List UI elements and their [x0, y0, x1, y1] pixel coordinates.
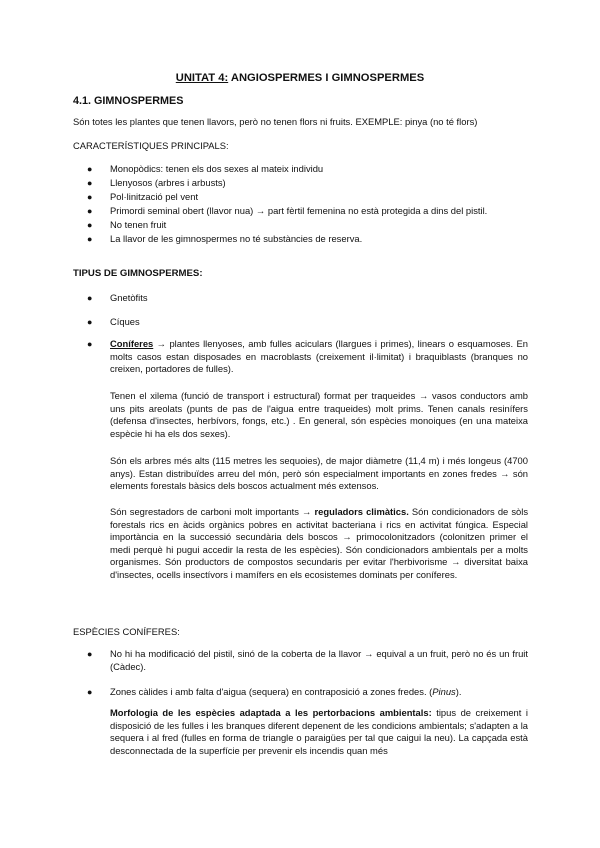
- list-item: ● Monopòdics: tenen els dos sexes al mateix individu: [87, 163, 324, 174]
- conifer-species-heading: ESPÈCIES CONÍFERES:: [73, 626, 180, 637]
- bullet-icon: ●: [87, 317, 93, 327]
- section-heading: 4.1. GIMNOSPERMES: [73, 95, 184, 107]
- bullet-icon: ●: [87, 339, 93, 349]
- bullet-icon: ●: [87, 687, 93, 697]
- list-item: ● Zones càlides i amb falta d'aigua (sequera) en contraposició a zones fredes. (Pinus).: [87, 686, 462, 697]
- bullet-icon: ●: [87, 234, 93, 244]
- intro-text: Són totes les plantes que tenen llavors, però no tenen flors ni fruits. EXEMPLE: pinya (no té flors): [73, 116, 478, 127]
- conifers-paragraph: Són segrestadors de carboni molt importants → reguladors climàtics. Són condicionadors de sòls forestals rics en àcids orgànics pobres en activitat bacteriana i rics en activitat fúngica. Especial importància en la successió secundària dels boscos → primocolonitzadors (colonitzen primer el medi perquè hi pugui accedir la resta de les espècies). Són condicionadors ambientals per a molts organismes. Són productors de compostos secundaris per evitar l'herbivorisme → diversitat baixa d'insectes, ocells insectívors i mamífers en els ecosistemes dominats per coníferes.: [110, 506, 529, 580]
- bullet-icon: ●: [87, 293, 93, 303]
- unit-label: UNITAT 4:: [175, 72, 229, 84]
- types-heading: TIPUS DE GIMNOSPERMES:: [73, 268, 203, 279]
- bullet-icon: ●: [87, 192, 93, 202]
- list-item: ● Primordi seminal obert (llavor nua) → part fèrtil femenina no està protegida a dins del pistil.: [87, 205, 488, 216]
- characteristics-heading: CARACTERÍSTIQUES PRINCIPALS:: [73, 140, 229, 151]
- bullet-icon: ●: [87, 164, 93, 174]
- list-item: ● Gnetòfits: [87, 292, 148, 303]
- conifers-term: Coníferes: [110, 338, 154, 349]
- list-item: ● Cíques: [87, 316, 140, 327]
- list-item: ● Llenyosos (arbres i arbusts): [87, 177, 226, 188]
- conifers-item: ● Coníferes → plantes llenyoses, amb fulles aciculars (llargues i primes), linears o esquamoses. En molts casos estan disposades en macroblasts (creixement il·limitat) i braquiblasts (branques no creixen, portadores de fulles).: [87, 338, 528, 375]
- morphology-paragraph: Morfologia de les espècies adaptada a les pertorbacions ambientals: tipus de creixement i disposició de les fulles i les branques diferent depenent de les condicions ambientals; s'adapten a la sequera i al fred (fulles en forma de triangle o paraigües per tal que caigui la neu). La capçada està desconnectada de la superfície per prevenir els incendis quan més: [110, 707, 528, 756]
- unit-title: ANGIOSPERMES I GIMNOSPERMES: [228, 72, 425, 84]
- page-title: [0, 72, 600, 84]
- bullet-icon: ●: [87, 206, 93, 216]
- list-item: ● No hi ha modificació del pistil, sinó de la coberta de la llavor → equival a un fruit, però no és un fruit (Càdec).: [87, 648, 528, 672]
- bullet-icon: ●: [87, 178, 93, 188]
- bullet-icon: ●: [87, 649, 93, 659]
- conifers-paragraph: Tenen el xilema (funció de transport i estructural) format per traqueides → vasos conductors amb uns pits areolats (punts de pas de l'aigua entre traqueides) molt prims. Tenen canals resinífers (defensa d'insectes, herbívors, fongs, etc.) . En general, són espècies monoiques (en una mateixa espècie hi ha els dos sexes).: [110, 390, 528, 439]
- list-item: ● No tenen fruit: [87, 219, 167, 230]
- list-item: ● La llavor de les gimnospermes no té substàncies de reserva.: [87, 233, 363, 244]
- bullet-icon: ●: [87, 220, 93, 230]
- list-item: ● Pol·linització pel vent: [87, 191, 199, 202]
- conifers-paragraph: Són els arbres més alts (115 metres les sequoies), de major diàmetre (11,4 m) i més longeus (4700 anys). Estan distribuïdes arreu del món, però són especialment importants en zones fredes → són elements forestals bàsics dels boscos actualment més extensos.: [110, 455, 528, 492]
